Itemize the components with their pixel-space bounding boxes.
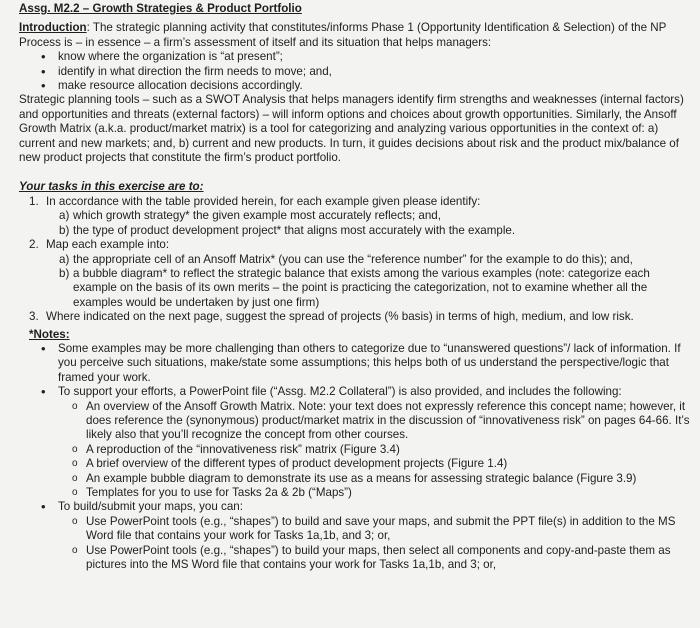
subtask-text: the appropriate cell of an Ansoff Matrix* (you can use the “reference number” for the example to do this); and, xyxy=(73,252,633,266)
intro-bullet: • know where the organization is “at present”; xyxy=(41,50,690,64)
intro-bullet: • make resource allocation decisions accordingly. xyxy=(41,79,690,93)
submit-options-list xyxy=(58,515,690,573)
subtask-text: a bubble diagram* to reflect the strategic balance that exists among the various examples (note: categorize each example on the basis of its own merits – the point is practicing the categorization, not to examine whether all the examples would be undertaken by just one firm) xyxy=(73,266,650,309)
subtask-text: the type of product development project* that aligns most accurately with the example. xyxy=(73,223,516,237)
note-item xyxy=(41,385,690,500)
note-text: To build/submit your maps, you can: xyxy=(58,500,243,514)
collateral-item: o An overview of the Ansoff Growth Matrix. Note: your text does not expressly reference this concept name; however, it does reference the (synonymous) product/market matrix in the discussion of “innovativeness risk” on pages 64-66. It’s likely also that you’ll recognize the concept from other courses. xyxy=(72,400,690,443)
collateral-list xyxy=(58,400,690,501)
task-item xyxy=(29,310,690,324)
task-item xyxy=(29,195,690,238)
subtask-letter: b) xyxy=(59,223,70,237)
collateral-item: o A brief overview of the different types of product development projects (Figure 1.4) xyxy=(72,457,690,471)
collateral-item: o Templates for you to use for Tasks 2a & 2b (“Maps”) xyxy=(72,486,690,500)
tasks-heading: Your tasks in this exercise are to: xyxy=(19,180,204,194)
task-text: Map each example into: xyxy=(46,238,170,252)
task-number: 2. xyxy=(29,238,39,252)
collateral-item: o An example bubble diagram to demonstrate its use as a means for assessing strategic balance (Figure 3.9) xyxy=(72,472,690,486)
task-text: In accordance with the table provided herein, for each example given please identify: xyxy=(46,194,481,208)
subtask-item xyxy=(59,209,690,223)
note-item: • Some examples may be more challenging than others to categorize due to “unanswered questions”/ lack of information. If you perceive such situations, make/state some assumptions; this helps both of us understand the perspective/logic that framed your work. xyxy=(41,342,690,385)
subtask-list xyxy=(46,253,690,311)
intro-label: Introduction xyxy=(19,21,87,35)
submit-option: o Use PowerPoint tools (e.g., “shapes”) to build your maps, then select all components and copy-and-paste them as pictures into the MS Word file that contains your work for Tasks 1a,1b, and 3; or, xyxy=(72,544,690,573)
notes-heading: *Notes: xyxy=(29,327,70,341)
subtask-letter: b) xyxy=(59,266,70,280)
intro-paragraph xyxy=(19,21,690,50)
subtask-text: which growth strategy* the given example most accurately reflects; and, xyxy=(73,209,441,223)
collateral-item: o A reproduction of the “innovativeness risk” matrix (Figure 3.4) xyxy=(72,443,690,457)
subtask-letter: a) xyxy=(59,252,70,266)
subtask-item xyxy=(59,224,690,238)
notes-list xyxy=(19,342,690,573)
subtask-list xyxy=(46,209,690,238)
subtask-letter: a) xyxy=(59,209,70,223)
subtask-item xyxy=(59,267,690,310)
subtask-item xyxy=(59,253,690,267)
note-item xyxy=(41,500,690,572)
strategic-tools-paragraph: Strategic planning tools – such as a SWOT Analysis that helps managers identify firm strengths and weaknesses (internal factors) and opportunities and threats (external factors) – will inform options and choices about growth opportunities. Similarly, the Ansoff Growth Matrix (a.k.a. product/market matrix) is a tool for categorizing and analyzing various opportunities in the context of: a) current and new markets; and, b) current and new products. In turn, it guides decisions about risk and the product mix/balance of new product projects that constitute the firm’s product portfolio. xyxy=(19,93,684,165)
intro-bullet: • identify in what direction the firm needs to move; and, xyxy=(41,65,690,79)
intro-bullet-list xyxy=(19,50,690,93)
task-text: Where indicated on the next page, suggest the spread of projects (% basis) in terms of high, medium, and low risk. xyxy=(46,310,634,324)
task-number: 1. xyxy=(29,194,39,208)
task-list xyxy=(19,195,690,325)
submit-option: o Use PowerPoint tools (e.g., “shapes”) to build and save your maps, and submit the PPT file(s) in addition to the MS Word file that contains your work for Tasks 1a,1b, and 3; or, xyxy=(72,515,690,544)
task-number: 3. xyxy=(29,310,39,324)
note-text: To support your efforts, a PowerPoint file (“Assg. M2.2 Collateral”) is also provided, and includes the following: xyxy=(58,385,622,399)
page-title: Assg. M2.2 – Growth Strategies & Product Portfolio xyxy=(19,2,302,15)
intro-text: : The strategic planning activity that constitutes/informs Phase 1 (Opportunity Identification & Selection) of the NP Process is – in essence – a firm’s assessment of itself and its situation that helps managers: xyxy=(19,21,667,49)
task-item xyxy=(29,238,690,310)
